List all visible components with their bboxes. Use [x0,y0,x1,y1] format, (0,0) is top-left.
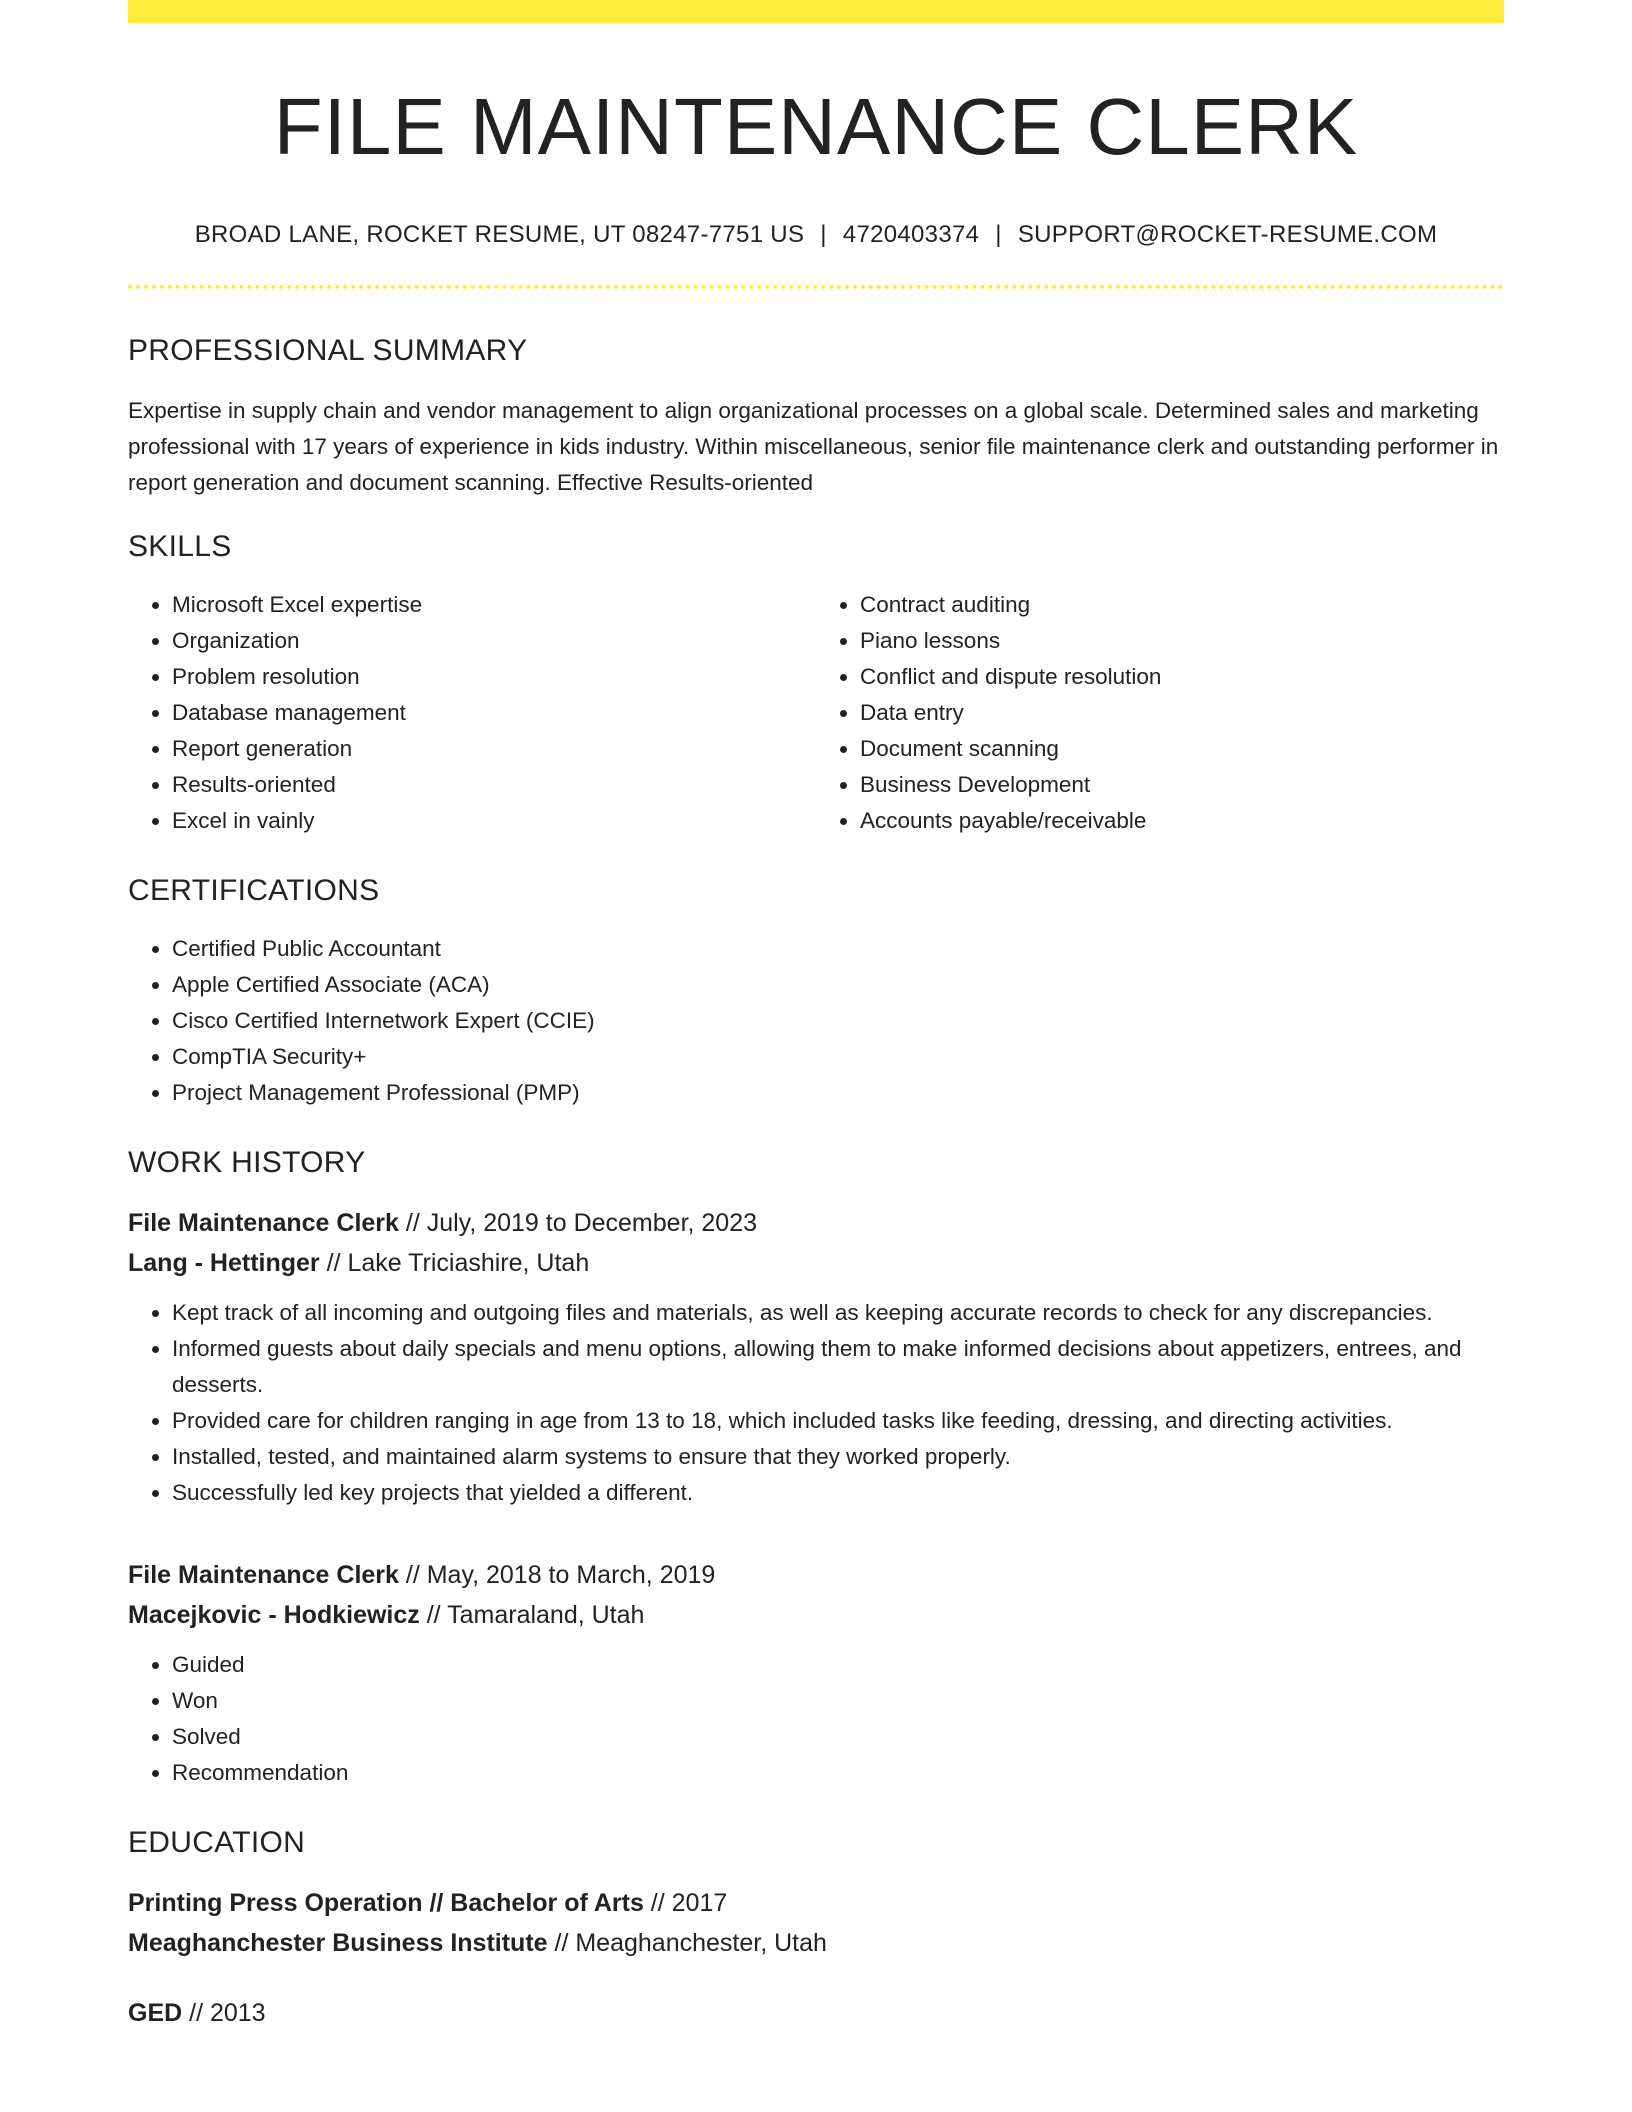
resume-name: FILE MAINTENANCE CLERK [273,82,1359,171]
list-item: • Piano lessons [860,623,1504,659]
list-item: • Certified Public Accountant [172,931,1504,967]
job-location: // Tamaraland, Utah [419,1601,645,1629]
job-company: Lang - Hettinger [128,1249,320,1277]
skills-section [128,529,1504,839]
job-company: Macejkovic - Hodkiewicz [128,1601,420,1629]
skills-title: SKILLS [128,530,232,563]
list-item: • Recommendation [172,1755,1504,1791]
job-role-line [128,1203,1504,1243]
list-item: • Data entry [860,695,1504,731]
ged: GED [128,1999,183,2027]
job-dates: // July, 2019 to December, 2023 [398,1209,758,1237]
list-item: • CompTIA Security+ [172,1039,1504,1075]
school-line [128,1923,1504,1963]
work-history-section [128,1145,1504,1791]
dotted-divider [128,285,1504,289]
summary-title: PROFESSIONAL SUMMARY [128,334,528,367]
job-role-line [128,1555,1504,1595]
work-history-title: WORK HISTORY [128,1146,366,1179]
list-item: • Conflict and dispute resolution [860,659,1504,695]
education-section [128,1825,1504,2033]
degree: Printing Press Operation // Bachelor of Arts [128,1889,644,1917]
summary-text: Expertise in supply chain and vendor management to align organizational processes on a global scale. Determined sales and marketing professional with 17 years of experience in kids industry. Within miscellaneous, senior file maintenance clerk and outstanding performer in report generation and document scanning. Effective Results-oriented [128,398,1499,495]
school-location: // Meaghanchester, Utah [547,1929,827,1957]
job-company-line [128,1595,1504,1635]
summary-section [128,333,1504,501]
list-item: • Guided [172,1647,1504,1683]
job-entry [128,1555,1504,1791]
list-item: • Contract auditing [860,587,1504,623]
list-item: • Business Development [860,767,1504,803]
list-item: • Kept track of all incoming and outgoing files and materials, as well as keeping accurate records to check for any discrepancies. [172,1295,1504,1331]
degree-line [128,1883,1504,1923]
email: SUPPORT@ROCKET-RESUME.COM [1017,221,1438,248]
list-item: • Problem resolution [172,659,816,695]
list-item: • Provided care for children ranging in age from 13 to 18, which included tasks like feeding, dressing, and directing activities. [172,1403,1504,1439]
list-item: • Accounts payable/receivable [860,803,1504,839]
list-item: • Apple Certified Associate (ACA) [172,967,1504,1003]
education-entry [128,1883,1504,1963]
contact-separator: | [820,221,827,248]
certifications-list [128,931,1504,1111]
degree-year: // 2017 [643,1889,728,1917]
skills-left-list [128,587,816,839]
top-accent-bar [128,0,1504,23]
phone: 4720403374 [842,221,980,248]
ged-entry [128,1993,1504,2033]
job-role: File Maintenance Clerk [128,1209,399,1237]
list-item: • Microsoft Excel expertise [172,587,816,623]
list-item: • Excel in vainly [172,803,816,839]
list-item: • Installed, tested, and maintained alarm systems to ensure that they worked properly. [172,1439,1504,1475]
list-item: • Won [172,1683,1504,1719]
list-item: • Informed guests about daily specials and menu options, allowing them to make informed decisions about appetizers, entrees, and desserts. [172,1331,1504,1403]
skills-right-list [816,587,1504,839]
certifications-title: CERTIFICATIONS [128,874,380,907]
job-bullets [128,1295,1504,1511]
skills-columns [128,587,1504,839]
job-dates: // May, 2018 to March, 2019 [398,1561,716,1589]
job-company-line [128,1243,1504,1283]
list-item: • Results-oriented [172,767,816,803]
list-item: • Organization [172,623,816,659]
school: Meaghanchester Business Institute [128,1929,548,1957]
list-item: • Successfully led key projects that yielded a different. [172,1475,1504,1511]
job-role: File Maintenance Clerk [128,1561,399,1589]
list-item: • Solved [172,1719,1504,1755]
list-item: • Document scanning [860,731,1504,767]
education-title: EDUCATION [128,1826,306,1859]
address: BROAD LANE, ROCKET RESUME, UT 08247-7751 US [194,221,805,248]
contact-separator: | [995,221,1002,248]
contact-line [128,221,1504,249]
list-item: • Cisco Certified Internetwork Expert (CCIE) [172,1003,1504,1039]
job-entry [128,1203,1504,1511]
job-location: // Lake Triciashire, Utah [319,1249,590,1277]
resume-page [128,0,1504,2033]
ged-year: // 2013 [182,1999,266,2027]
list-item: • Report generation [172,731,816,767]
list-item: • Database management [172,695,816,731]
certifications-section [128,873,1504,1111]
list-item: • Project Management Professional (PMP) [172,1075,1504,1111]
job-bullets [128,1647,1504,1791]
